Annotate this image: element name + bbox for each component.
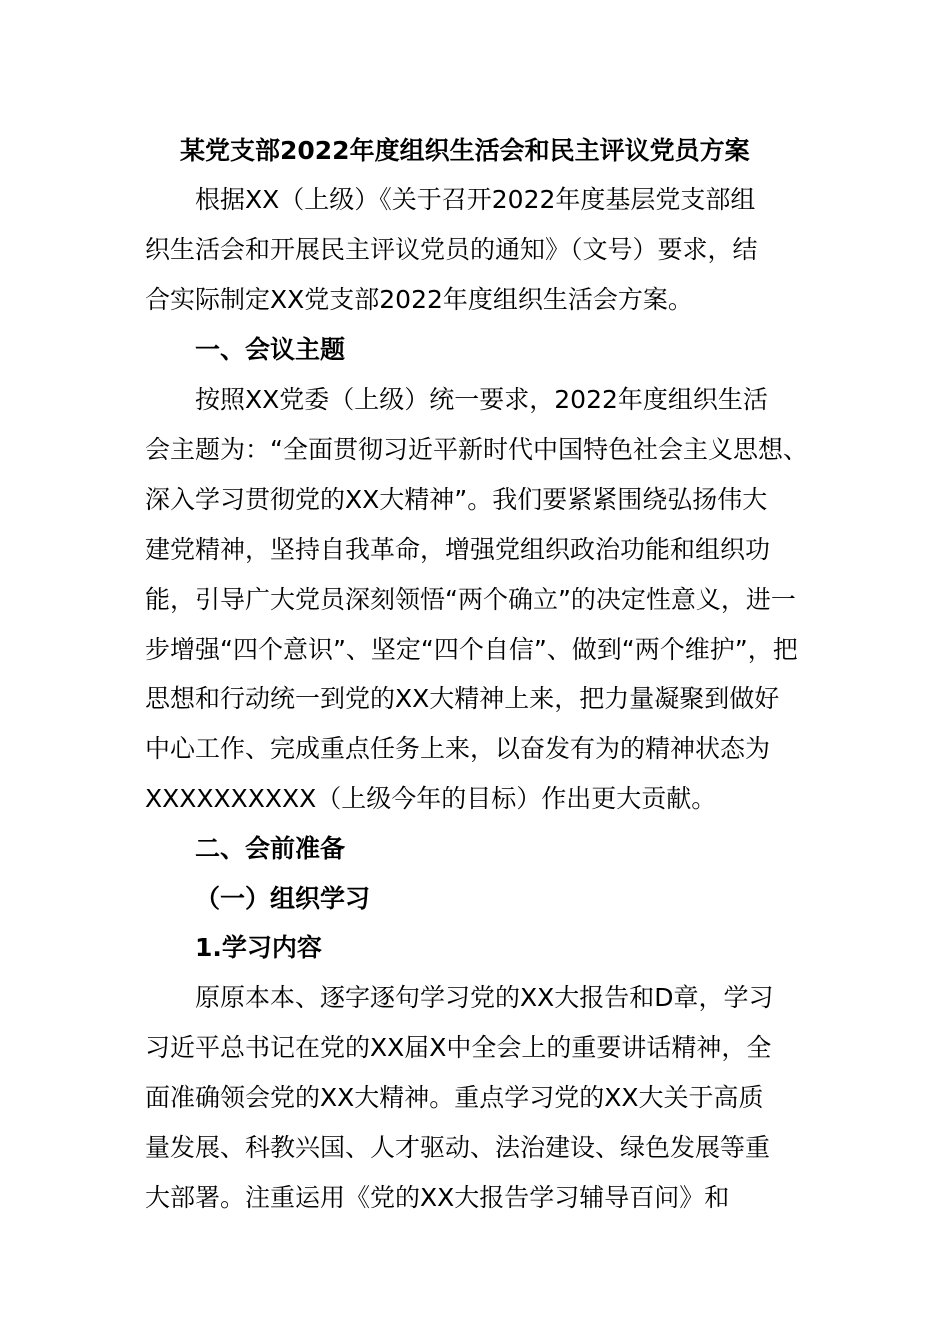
item-heading-study-content: 1.学习内容 bbox=[195, 933, 322, 962]
study-content-line: 习近平总书记在党的XX届X中全会上的重要讲话精神，全 bbox=[145, 1033, 772, 1062]
theme-paragraph-line: XXXXXXXXXX（上级今年的目标）作出更大贡献。 bbox=[145, 784, 717, 813]
theme-paragraph-line: 能，引导广大党员深刻领悟“两个确立”的决定性意义，进一 bbox=[145, 585, 796, 614]
section-heading-preparation: 二、会前准备 bbox=[195, 834, 346, 863]
document-title: 某党支部2022年度组织生活会和民主评议党员方案 bbox=[180, 136, 750, 165]
theme-paragraph-line: 中心工作、完成重点任务上来，以奋发有为的精神状态为 bbox=[145, 734, 771, 763]
study-content-line: 量发展、科教兴国、人才驱动、法治建设、绿色发展等重 bbox=[145, 1133, 771, 1162]
section-heading-meeting-theme: 一、会议主题 bbox=[195, 335, 346, 364]
theme-paragraph-line: 步增强“四个意识”、坚定“四个自信”、做到“两个维护”，把 bbox=[145, 635, 798, 664]
theme-paragraph-line: 会主题为：“全面贯彻习近平新时代中国特色社会主义思想、 bbox=[145, 435, 808, 464]
theme-paragraph-line: 按照XX党委（上级）统一要求，2022年度组织生活 bbox=[195, 385, 768, 414]
theme-paragraph-line: 思想和行动统一到党的XX大精神上来，把力量凝聚到做好 bbox=[145, 684, 780, 713]
study-content-line: 面准确领会党的XX大精神。重点学习党的XX大关于高质 bbox=[145, 1083, 764, 1112]
theme-paragraph-line: 深入学习贯彻党的XX大精神”。我们要紧紧围绕弘扬伟大 bbox=[145, 485, 768, 514]
intro-paragraph-line: 织生活会和开展民主评议党员的通知》（文号）要求，结 bbox=[145, 235, 758, 264]
theme-paragraph-line: 建党精神，坚持自我革命，增强党组织政治功能和组织功 bbox=[145, 535, 771, 564]
study-content-line: 大部署。注重运用《党的XX大报告学习辅导百问》和 bbox=[145, 1183, 730, 1212]
intro-paragraph-line: 根据XX（上级）《关于召开2022年度基层党支部组 bbox=[195, 185, 756, 214]
study-content-line: 原原本本、逐字逐句学习党的XX大报告和D章，学习 bbox=[195, 983, 774, 1012]
intro-paragraph-line: 合实际制定XX党支部2022年度组织生活会方案。 bbox=[145, 285, 693, 314]
subsection-heading-organize-study: （一）组织学习 bbox=[195, 884, 371, 913]
